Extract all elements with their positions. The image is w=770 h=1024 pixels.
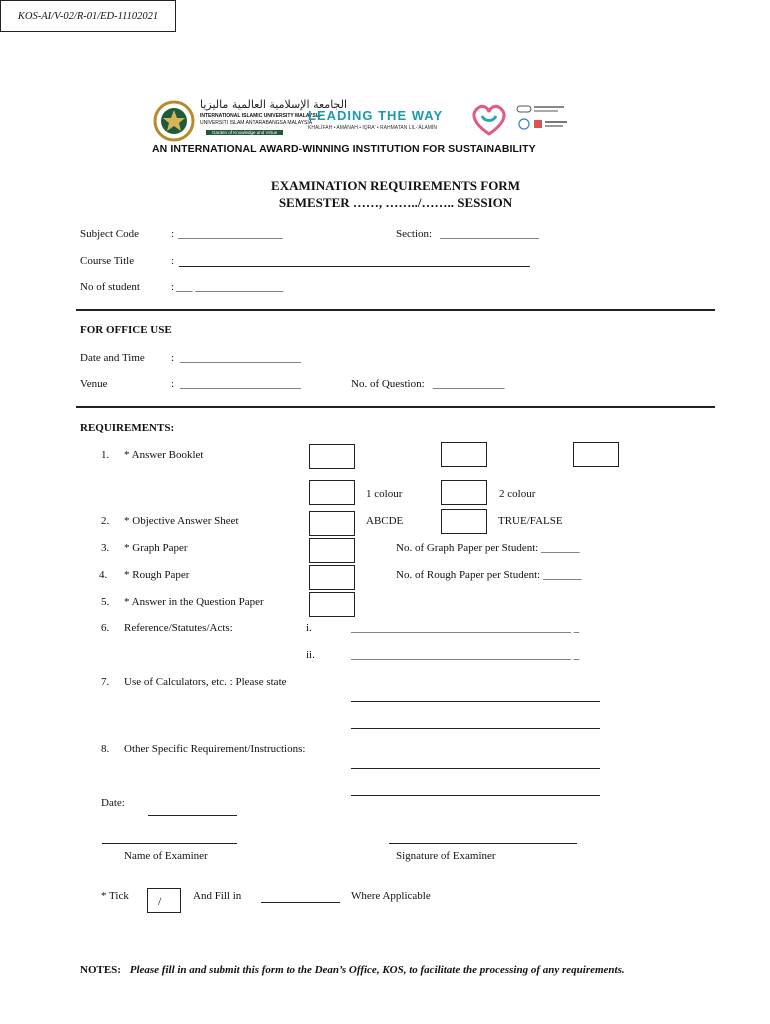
abcde-checkbox[interactable] bbox=[309, 511, 355, 536]
examiner-name-line[interactable] bbox=[102, 843, 237, 844]
office-use-heading: FOR OFFICE USE bbox=[80, 324, 172, 336]
other-requirements-line-2[interactable] bbox=[351, 795, 600, 796]
requirements-heading: REQUIREMENTS: bbox=[80, 422, 175, 434]
form-title: EXAMINATION REQUIREMENTS FORM bbox=[271, 178, 520, 193]
subject-code-colon: : bbox=[171, 228, 175, 240]
one-colour-label: 1 colour bbox=[366, 488, 403, 500]
venue-field[interactable]: ______________________ bbox=[180, 378, 301, 390]
tick-legend-label: * Tick bbox=[101, 890, 129, 902]
graph-paper-per-student[interactable]: No. of Graph Paper per Student: _______ bbox=[396, 542, 580, 554]
date-field[interactable] bbox=[148, 815, 237, 816]
date-time-colon: : bbox=[171, 352, 175, 364]
reference-i-label: i. bbox=[306, 622, 312, 634]
iium-crest-icon bbox=[153, 100, 195, 142]
date-time-label: Date and Time bbox=[80, 352, 145, 364]
answer-booklet-checkbox[interactable] bbox=[309, 444, 355, 469]
university-english-name: INTERNATIONAL ISLAMIC UNIVERSITY MALAYSIA bbox=[200, 113, 321, 119]
notes-label: NOTES: bbox=[80, 964, 121, 976]
document-reference: KOS-AI/V-02/R-01/ED-11102021 bbox=[0, 0, 176, 32]
graph-paper-label: * Graph Paper bbox=[124, 542, 188, 554]
reference-ii-field[interactable]: ________________________________________ _ bbox=[351, 649, 580, 661]
other-requirements-label: Other Specific Requirement/Instructions: bbox=[124, 743, 306, 755]
examiner-signature-line[interactable] bbox=[389, 843, 577, 844]
fill-in-example-line bbox=[261, 902, 340, 903]
course-title-field[interactable] bbox=[179, 266, 530, 267]
item-number: 2. bbox=[101, 515, 110, 527]
section-field[interactable]: __________________ bbox=[440, 228, 539, 240]
venue-colon: : bbox=[171, 378, 175, 390]
subject-code-label: Subject Code bbox=[80, 228, 139, 240]
course-title-colon: : bbox=[171, 255, 175, 267]
other-requirements-line-1[interactable] bbox=[351, 768, 600, 769]
no-of-question-field[interactable]: _____________ bbox=[433, 378, 505, 390]
sustainability-banner: AN INTERNATIONAL AWARD-WINNING INSTITUTION FOR SUSTAINABILITY bbox=[152, 143, 536, 155]
tick-example-box bbox=[147, 888, 181, 913]
reference-statutes-label: Reference/Statutes/Acts: bbox=[124, 622, 233, 634]
where-applicable-label: Where Applicable bbox=[351, 890, 431, 902]
abcde-label: ABCDE bbox=[366, 515, 404, 527]
two-colour-checkbox[interactable] bbox=[441, 480, 487, 505]
reference-ii-label: ii. bbox=[306, 649, 315, 661]
reference-i-field[interactable]: ________________________________________ _ bbox=[351, 622, 580, 634]
section-label: Section: bbox=[396, 228, 433, 240]
date-label: Date: bbox=[101, 797, 125, 809]
date-time-field[interactable]: ______________________ bbox=[180, 352, 301, 364]
item-number: 4. bbox=[99, 569, 108, 581]
no-of-student-field[interactable]: ___ ________________ bbox=[176, 281, 284, 293]
objective-answer-sheet-label: * Objective Answer Sheet bbox=[124, 515, 239, 527]
true-false-checkbox[interactable] bbox=[441, 509, 487, 534]
answer-booklet-label: * Answer Booklet bbox=[124, 449, 204, 461]
no-of-student-colon: : bbox=[171, 281, 175, 293]
subject-code-field[interactable]: ___________________ bbox=[178, 228, 283, 240]
item-number: 7. bbox=[101, 676, 110, 688]
answer-in-question-paper-label: * Answer in the Question Paper bbox=[124, 596, 264, 608]
heart-award-icon bbox=[470, 104, 508, 136]
item-number: 8. bbox=[101, 743, 110, 755]
university-tagline: Garden of Knowledge and Virtue bbox=[206, 130, 283, 135]
item-number: 6. bbox=[101, 622, 110, 634]
graph-paper-checkbox[interactable] bbox=[309, 538, 355, 563]
two-colour-label: 2 colour bbox=[499, 488, 536, 500]
examiner-name-label: Name of Examiner bbox=[124, 850, 208, 862]
form-session: SEMESTER ……, ……../…….. SESSION bbox=[278, 195, 513, 210]
course-title-label: Course Title bbox=[80, 255, 135, 267]
fill-in-legend-label: And Fill in bbox=[193, 890, 242, 902]
partner-logos-icon bbox=[516, 104, 572, 136]
rough-paper-label: * Rough Paper bbox=[124, 569, 190, 581]
leading-the-way-slogan: LEADING THE WAY bbox=[308, 108, 444, 123]
one-colour-checkbox[interactable] bbox=[309, 480, 355, 505]
venue-label: Venue bbox=[80, 378, 108, 390]
no-of-student-label: No of student bbox=[80, 281, 140, 293]
section-divider bbox=[76, 406, 715, 408]
university-malay-name: UNIVERSITI ISLAM ANTARABANGSA MALAYSIA bbox=[200, 120, 313, 126]
section-divider bbox=[76, 309, 715, 311]
calculators-line-1[interactable] bbox=[351, 701, 600, 702]
calculators-line-2[interactable] bbox=[351, 728, 600, 729]
university-values: KHALĪFAH • AMĀNAH • IQRA' • RAHMATAN LIL-'ĀLAMĪN bbox=[308, 125, 437, 131]
university-logo-block bbox=[150, 96, 575, 160]
university-arabic-name: الجامعة الإسلامية العالمية ماليزيا bbox=[200, 98, 348, 111]
true-false-label: TRUE/FALSE bbox=[498, 515, 563, 527]
notes bbox=[80, 964, 625, 976]
item-number: 3. bbox=[101, 542, 110, 554]
item-number: 1. bbox=[101, 449, 110, 461]
item-number: 5. bbox=[101, 596, 110, 608]
notes-text: Please fill in and submit this form to the Dean’s Office, KOS, to facilitate the processing of any requirements. bbox=[129, 964, 625, 976]
answer-in-question-paper-checkbox[interactable] bbox=[309, 592, 355, 617]
answer-booklet-option-checkbox[interactable] bbox=[573, 442, 619, 467]
rough-paper-per-student[interactable]: No. of Rough Paper per Student: _______ bbox=[396, 569, 582, 581]
examiner-signature-label: Signature of Examiner bbox=[396, 850, 496, 862]
tick-mark: / bbox=[158, 894, 162, 908]
no-of-question-label: No. of Question: bbox=[351, 378, 425, 390]
calculators-label: Use of Calculators, etc. : Please state bbox=[124, 676, 287, 688]
answer-booklet-option-checkbox[interactable] bbox=[441, 442, 487, 467]
rough-paper-checkbox[interactable] bbox=[309, 565, 355, 590]
